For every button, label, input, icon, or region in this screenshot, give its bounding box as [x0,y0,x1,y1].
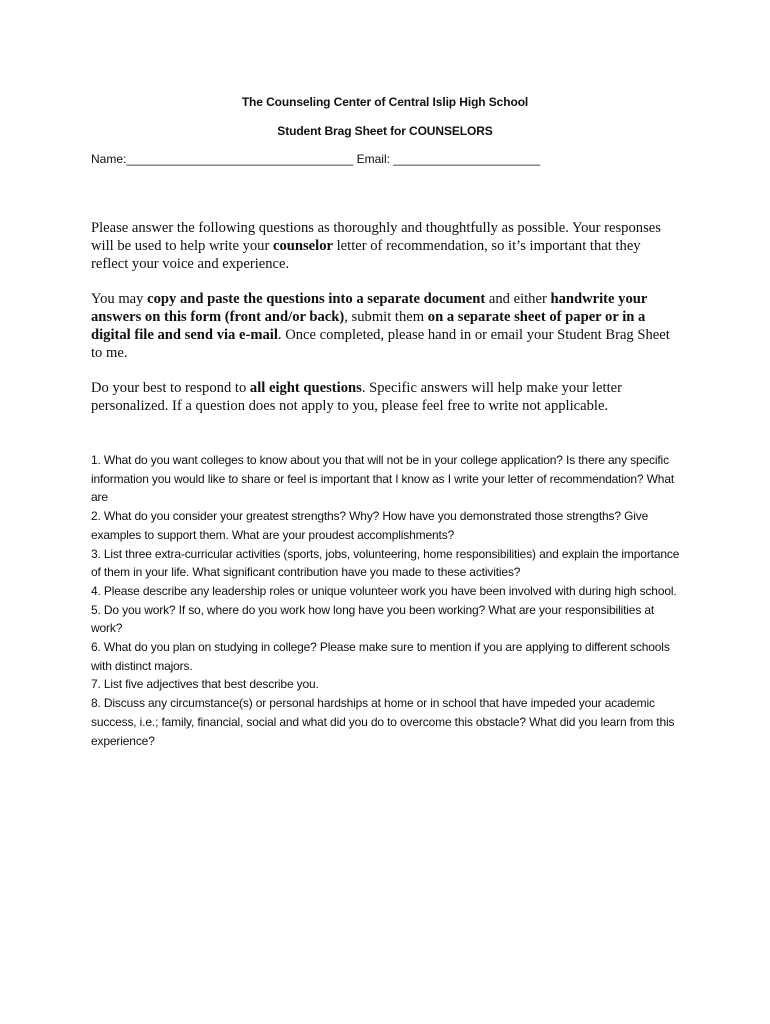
intro-emphasis: handwrite your answers on this form (front and/or back) [91,291,648,325]
intro-emphasis: counselor [272,238,333,254]
name-email-line [91,152,540,166]
intro-text: and either [485,291,551,307]
name-label: Name: [91,152,127,166]
intro-emphasis: copy and paste the questions into a separate document [147,291,486,307]
intro-text: Please answer the following questions as thoroughly and thoughtfully as possible. Your responses will be used to help write your [91,220,661,254]
question-item: 7. List five adjectives that best describe you. [91,677,319,692]
school-heading: The Counseling Center of Central Islip High School [241,95,529,109]
question-list [91,451,681,750]
intro-paragraph-guidance [91,379,681,415]
intro-text: You may [91,291,148,307]
intro-paragraph-submission [91,290,681,362]
email-label: Email: [356,152,390,166]
question-item: 6. What do you plan on studying in college? Please make sure to mention if you are applying to different schools with distinct majors. [91,640,670,673]
intro-emphasis: all eight questions [249,380,362,396]
name-field[interactable]: __________________________________ [126,152,354,166]
intro-text: letter of recommendation, so it’s important that they reflect your voice and experience. [91,238,641,272]
intro-text: . Specific answers will help make your letter personalized. If a question does not apply to you, please feel free to write not applicable. [91,380,622,414]
question-item: 8. Discuss any circumstance(s) or personal hardships at home or in school that have impeded your academic success, i.e.; family, financial, social and what did you do to overcome this obstacle? What did you learn from this experience? [91,696,675,748]
question-item: 2. What do you consider your greatest strengths? Why? How have you demonstrated those strengths? Give examples to support them. What are your proudest accomplishments? [91,509,649,542]
intro-text: , submit them [344,309,428,325]
question-item: 3. List three extra-curricular activities (sports, jobs, volunteering, home responsibilities) and explain the importance of them in your life. What significant contribution have you made to these activities? [91,546,680,580]
form-title: Student Brag Sheet for COUNSELORS [277,124,493,138]
intro-paragraph-instructions [91,219,681,273]
question-item: 4. Please describe any leadership roles or unique volunteer work you have been involved with during high school. [91,583,677,598]
question-item: 1. What do you want colleges to know about you that will not be in your college application? Is there any specific information you would like to share or feel is important that I know as I write your letter of recommendation? What are [91,453,675,505]
question-item: 5. Do you work? If so, where do you work how long have you been working? What are your responsibilities at work? [91,602,655,636]
intro-text: . Once completed, please hand in or email your Student Brag Sheet to me. [91,327,670,361]
email-field[interactable]: ______________________ [393,152,541,166]
intro-emphasis: on a separate sheet of paper or in a digital file and send via e-mail [91,309,646,343]
intro-text: Do your best to respond to [91,380,250,396]
